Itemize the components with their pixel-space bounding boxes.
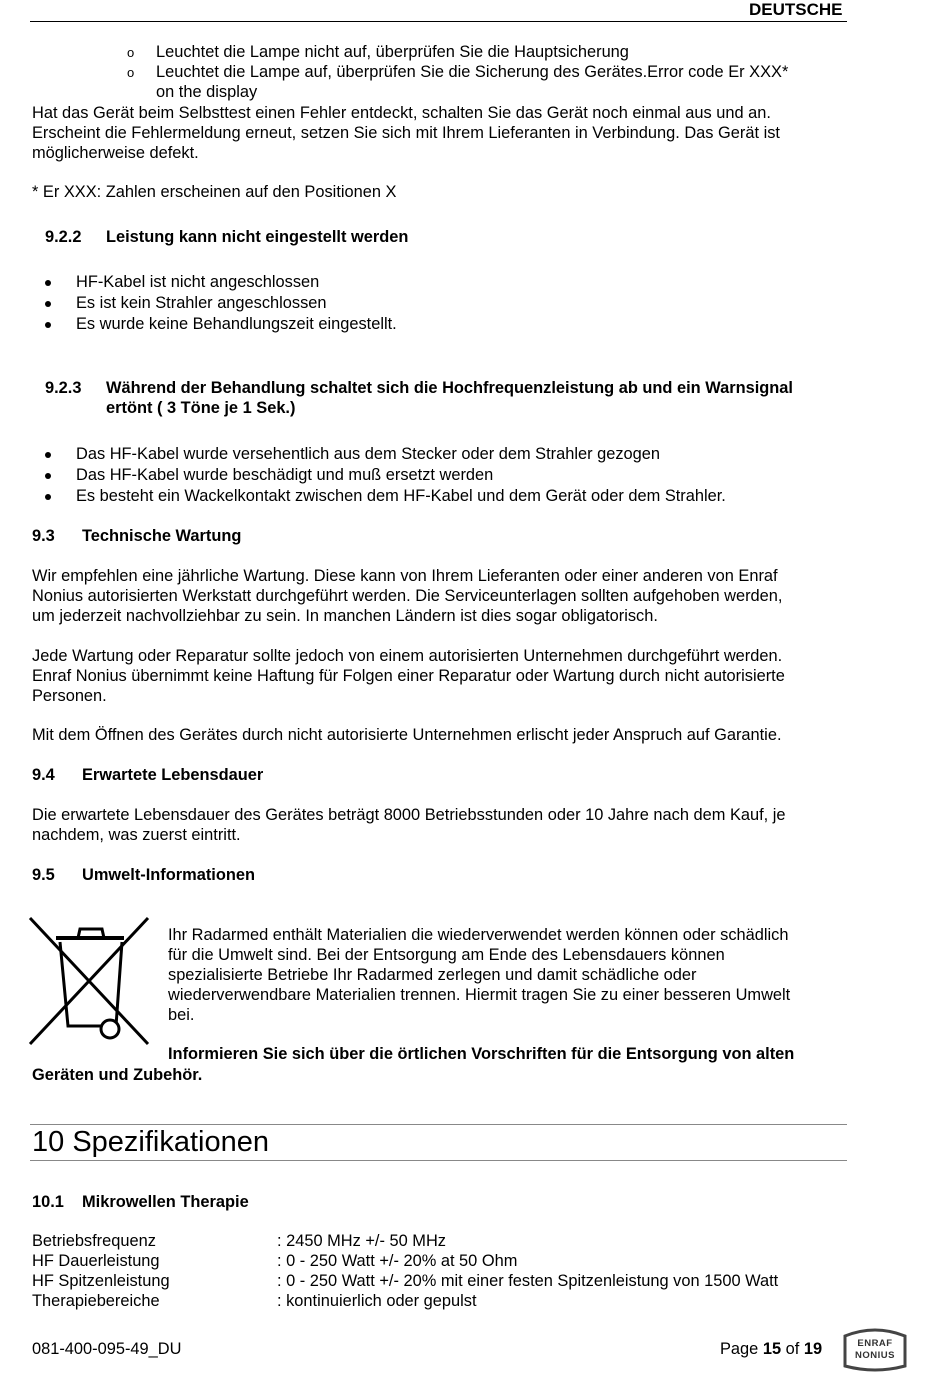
bold-notice: Informieren Sie sich über die örtlichen Vorschriften für die Entsorgung von alten: [168, 1045, 795, 1063]
section-title: Erwartete Lebensdauer: [82, 766, 264, 784]
section-number: 9.4: [32, 766, 55, 784]
page-total: 19: [803, 1340, 823, 1358]
paragraph-line: Wir empfehlen eine jährliche Wartung. Diese kann von Ihrem Lieferanten oder einer anderen von Enraf: [32, 567, 778, 585]
header-rule: [30, 21, 847, 22]
logo-frame-icon: [842, 1326, 908, 1372]
paragraph-line: nachdem, was zuerst eintritt.: [32, 826, 241, 844]
section-title-cont: ertönt ( 3 Töne je 1 Sek.): [106, 399, 296, 417]
sub-item-text-cont: on the display: [156, 83, 258, 101]
page-prefix: Page: [720, 1340, 759, 1358]
spec-label: Betriebsfrequenz: [32, 1232, 156, 1250]
paragraph-line: um jederzeit nachvollziehbar zu sein. In manchen Ländern ist dies sogar obligatorisch.: [32, 607, 658, 625]
logo-line-2: NONIUS: [855, 1350, 895, 1361]
footnote: * Er XXX: Zahlen erscheinen auf den Positionen X: [32, 183, 397, 201]
crossed-out-wheelie-bin-icon: [26, 914, 154, 1050]
paragraph-line: für die Umwelt sind. Bei der Entsorgung am Ende des Lebensdauers können: [168, 946, 725, 964]
paragraph-line: möglicherweise defekt.: [32, 144, 199, 162]
paragraph-line: Mit dem Öffnen des Gerätes durch nicht autorisierte Unternehmen erlischt jeder Anspruch auf Garantie.: [32, 726, 782, 744]
bullet-dot: [45, 301, 51, 307]
logo-line-1: ENRAF: [857, 1338, 893, 1349]
bullet-item: HF-Kabel ist nicht angeschlossen: [76, 273, 320, 291]
bullet-dot: [45, 280, 51, 286]
section-title: Während der Behandlung schaltet sich die Hochfrequenzleistung ab und ein Warnsignal: [106, 379, 793, 397]
bullet-item: Das HF-Kabel wurde versehentlich aus dem Stecker oder dem Strahler gezogen: [76, 445, 660, 463]
chapter-title: 10 Spezifikationen: [32, 1126, 269, 1158]
sub-item-marker: o: [127, 45, 135, 60]
header-language: DEUTSCHE: [749, 0, 843, 19]
bold-notice-cont: Geräten und Zubehör.: [32, 1066, 203, 1084]
spec-label: HF Dauerleistung: [32, 1252, 160, 1270]
section-title: Umwelt-Informationen: [82, 866, 256, 884]
paragraph-line: Personen.: [32, 687, 107, 705]
section-title: Technische Wartung: [82, 527, 242, 545]
bullet-dot: [45, 473, 51, 479]
bullet-dot: [45, 322, 51, 328]
spec-value: : 0 - 250 Watt +/- 20% at 50 Ohm: [277, 1252, 518, 1270]
bullet-item: Es ist kein Strahler angeschlossen: [76, 294, 327, 312]
spec-value: : 0 - 250 Watt +/- 20% mit einer festen Spitzenleistung von 1500 Watt: [277, 1272, 779, 1290]
section-number: 9.3: [32, 527, 55, 545]
sub-item-text: Leuchtet die Lampe auf, überprüfen Sie die Sicherung des Gerätes.Error code Er XXX*: [156, 63, 789, 81]
page-current: 15: [762, 1340, 782, 1358]
page-of: of: [785, 1340, 800, 1358]
paragraph-line: bei.: [168, 1006, 195, 1024]
section-number: 9.2.3: [45, 379, 82, 397]
paragraph-line: Hat das Gerät beim Selbsttest einen Fehler entdeckt, schalten Sie das Gerät noch einmal aus und an.: [32, 104, 771, 122]
spec-label: Therapiebereiche: [32, 1292, 160, 1310]
section-title: Leistung kann nicht eingestellt werden: [106, 228, 409, 246]
bullet-dot: [45, 494, 51, 500]
spec-value: : 2450 MHz +/- 50 MHz: [277, 1232, 446, 1250]
bullet-dot: [45, 452, 51, 458]
chapter-rule-top: [30, 1124, 847, 1125]
section-number: 9.5: [32, 866, 55, 884]
paragraph-line: Erscheint die Fehlermeldung erneut, setzen Sie sich mit Ihrem Lieferanten in Verbindung. Das Gerät ist: [32, 124, 780, 142]
sub-item-text: Leuchtet die Lampe nicht auf, überprüfen Sie die Hauptsicherung: [156, 43, 629, 61]
paragraph-line: spezialisierte Betriebe Ihr Radarmed zerlegen und damit schädliche oder: [168, 966, 697, 984]
spec-value: : kontinuierlich oder gepulst: [277, 1292, 477, 1310]
paragraph-line: Jede Wartung oder Reparatur sollte jedoch von einem autorisierten Unternehmen durchgeführt werden.: [32, 647, 783, 665]
bullet-item: Es besteht ein Wackelkontakt zwischen dem HF-Kabel und dem Gerät oder dem Strahler.: [76, 487, 726, 505]
paragraph-line: Nonius autorisierten Werkstatt durchgeführt werden. Die Serviceunterlagen sollten aufgehoben werden,: [32, 587, 783, 605]
enraf-nonius-logo: [842, 1326, 908, 1372]
section-title: Mikrowellen Therapie: [82, 1193, 249, 1211]
section-number: 10.1: [32, 1193, 64, 1211]
page-number: [720, 1340, 822, 1359]
bullet-item: Es wurde keine Behandlungszeit eingestellt.: [76, 315, 397, 333]
paragraph-line: Enraf Nonius übernimmt keine Haftung für Folgen einer Reparatur oder Wartung durch nicht autorisierte: [32, 667, 785, 685]
paragraph-line: Ihr Radarmed enthält Materialien die wiederverwendet werden können oder schädlich: [168, 926, 789, 944]
bullet-item: Das HF-Kabel wurde beschädigt und muß ersetzt werden: [76, 466, 494, 484]
spec-label: HF Spitzenleistung: [32, 1272, 170, 1290]
chapter-rule-bottom: [30, 1160, 847, 1161]
section-number: 9.2.2: [45, 228, 82, 246]
doc-code: 081-400-095-49_DU: [32, 1340, 182, 1358]
paragraph-line: wiederverwendbare Materialien trennen. Hiermit tragen Sie zu einer besseren Umwelt: [168, 986, 791, 1004]
sub-item-marker: o: [127, 65, 135, 80]
paragraph-line: Die erwartete Lebensdauer des Gerätes beträgt 8000 Betriebsstunden oder 10 Jahre nach dem Kauf, je: [32, 806, 786, 824]
